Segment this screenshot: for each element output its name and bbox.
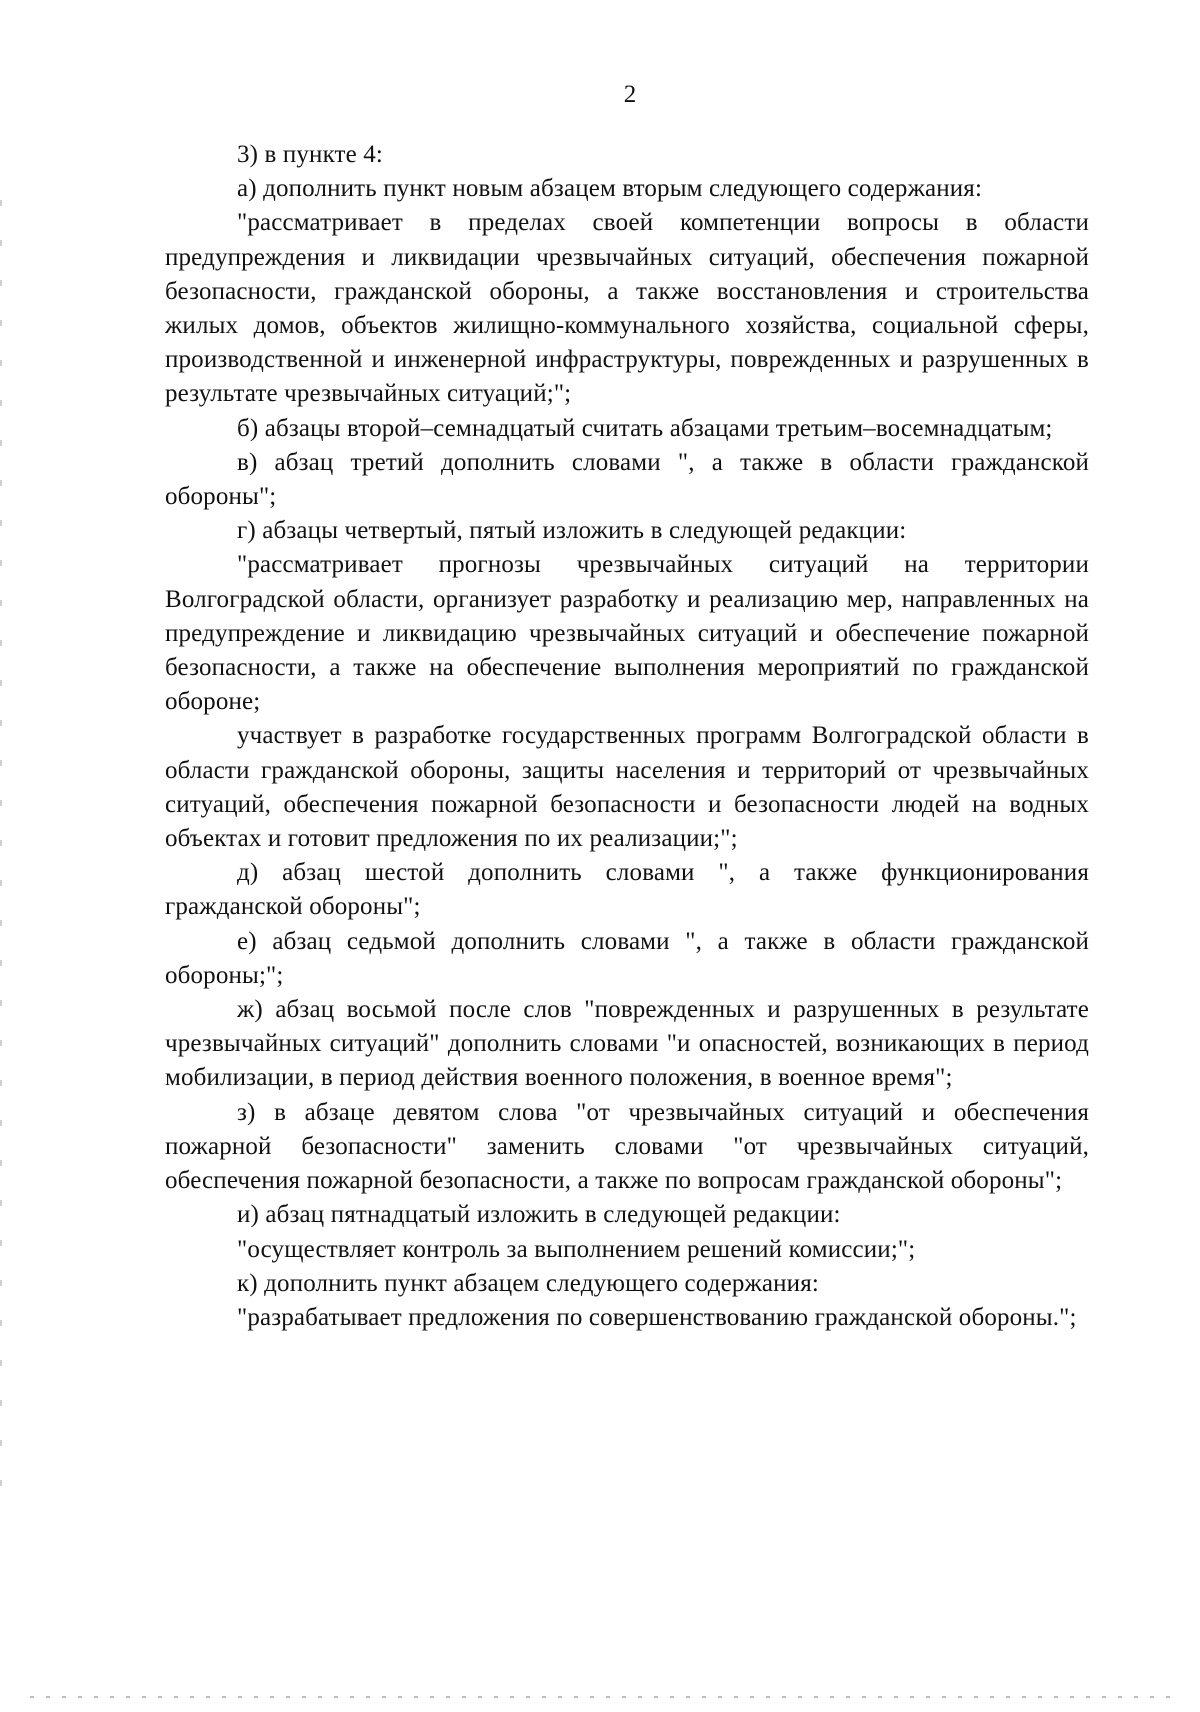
paragraph: а) дополнить пункт новым абзацем вторым следующего содержания: bbox=[237, 175, 983, 203]
page-number: 2 bbox=[623, 81, 637, 108]
paragraph: б) абзацы второй–семнадцатый считать абзацами третьим–восемнадцатым; bbox=[237, 414, 1053, 442]
scan-edge-left bbox=[0, 200, 2, 1500]
paragraph: з) в абзаце девятом слова "от чрезвычайных ситуаций и обеспечения пожарной безопасности" заменить словами "от чрезвычайных ситуаций, обеспечения пожарной безопасности, а также по вопросам гражданской обороны"; bbox=[165, 1098, 1089, 1195]
paragraph: и) абзац пятнадцатый изложить в следующей редакции: bbox=[237, 1201, 841, 1229]
paragraph: 3) в пункте 4: bbox=[237, 141, 384, 168]
scan-edge-bottom bbox=[30, 1696, 1180, 1698]
paragraph: д) абзац шестой дополнить словами ", а также функционирования гражданской обороны"; bbox=[165, 859, 1089, 921]
paragraph: ж) абзац восьмой после слов "поврежденных и разрушенных в результате чрезвычайных ситуаций" дополнить словами "и опасностей, возникающих в период мобилизации, в период действия военного положения, в военное время"; bbox=[165, 996, 1089, 1092]
paragraph: к) дополнить пункт абзацем следующего содержания: bbox=[237, 1269, 819, 1297]
paragraph: участвует в разработке государственных программ Волгоградской области в области гражданской обороны, защиты населения и территорий от чрезвычайных ситуаций, обеспечения пожарной безопасности и безопасности людей на водных объектах и готовит предложения по их реализации;"; bbox=[165, 722, 1089, 853]
paragraph: "разрабатывает предложения по совершенствованию гражданской обороны."; bbox=[237, 1303, 1077, 1331]
paragraph: е) абзац седьмой дополнить словами ", а также в области гражданской обороны;"; bbox=[165, 927, 1089, 989]
paragraph: "рассматривает в пределах своей компетенции вопросы в области предупреждения и ликвидации чрезвычайных ситуаций, обеспечения пожарной безопасности, гражданской обороны, а также восстановления и строительства жилых домов, объектов жилищно-коммунального хозяйства, социальной сферы, производственной и инженерной инфраструктуры, поврежденных и разрушенных в результате чрезвычайных ситуаций;"; bbox=[165, 209, 1089, 408]
document-body bbox=[165, 138, 1089, 1335]
paragraph: г) абзацы четвертый, пятый изложить в следующей редакции: bbox=[237, 517, 907, 545]
paragraph: в) абзац третий дополнить словами ", а также в области гражданской обороны"; bbox=[165, 448, 1089, 511]
paragraph: "осуществляет контроль за выполнением решений комиссии;"; bbox=[237, 1235, 916, 1263]
paragraph: "рассматривает прогнозы чрезвычайных ситуаций на территории Волгоградской области, организует разработку и реализацию мер, направленных на предупреждение и ликвидацию чрезвычайных ситуаций и обеспечение пожарной безопасности, а также на обеспечение выполнения мероприятий по гражданской обороне; bbox=[165, 551, 1089, 716]
